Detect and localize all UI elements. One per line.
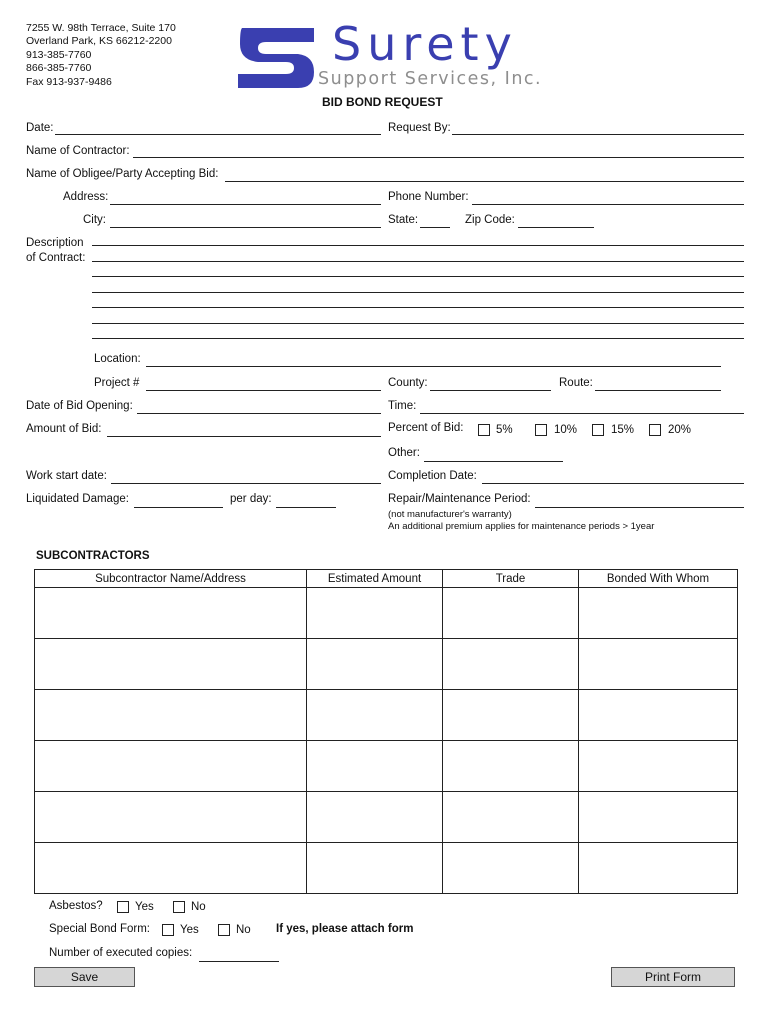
phone-label: Phone Number:: [388, 191, 469, 203]
table-cell[interactable]: [35, 792, 307, 843]
address-line: 7255 W. 98th Terrace, Suite 170: [26, 22, 176, 34]
percent-15-checkbox[interactable]: [592, 424, 604, 436]
save-button[interactable]: Save: [34, 967, 135, 987]
special-bond-yes-checkbox[interactable]: [162, 924, 174, 936]
state-field[interactable]: [420, 227, 450, 228]
liquidated-label: Liquidated Damage:: [26, 493, 129, 505]
percent-10-label: 10%: [554, 424, 578, 436]
table-cell[interactable]: [307, 843, 443, 894]
completion-label: Completion Date:: [388, 470, 477, 482]
completion-field[interactable]: [482, 483, 744, 484]
table-cell[interactable]: [35, 843, 307, 894]
per-day-label: per day:: [230, 493, 272, 505]
attach-form-note: If yes, please attach form: [276, 923, 414, 935]
address-field[interactable]: [110, 204, 381, 205]
description-line[interactable]: [92, 307, 744, 308]
repair-field[interactable]: [535, 507, 744, 508]
bid-opening-field[interactable]: [137, 413, 381, 414]
percent-20-label: 20%: [668, 424, 692, 436]
description-line[interactable]: [92, 261, 744, 262]
table-cell[interactable]: [307, 639, 443, 690]
percent-5-checkbox[interactable]: [478, 424, 490, 436]
date-field[interactable]: [55, 134, 381, 135]
table-cell[interactable]: [35, 588, 307, 639]
special-bond-no-label: No: [236, 924, 251, 936]
table-cell[interactable]: [307, 741, 443, 792]
special-bond-yes-label: Yes: [180, 924, 199, 936]
city-field[interactable]: [110, 227, 381, 228]
liquidated-field[interactable]: [134, 507, 223, 508]
address-line: Overland Park, KS 66212-2200: [26, 35, 172, 48]
special-bond-no-checkbox[interactable]: [218, 924, 230, 936]
work-start-label: Work start date:: [26, 470, 107, 482]
table-cell[interactable]: [307, 792, 443, 843]
table-cell[interactable]: [443, 639, 579, 690]
special-bond-label: Special Bond Form:: [49, 923, 150, 935]
warranty-note: (not manufacturer's warranty): [388, 509, 512, 520]
per-day-field[interactable]: [276, 507, 336, 508]
request-by-field[interactable]: [452, 134, 744, 135]
request-by-label: Request By:: [388, 122, 451, 134]
date-label: Date:: [26, 122, 54, 134]
phone-field[interactable]: [472, 204, 744, 205]
of-contract-label: of Contract:: [26, 252, 86, 264]
description-line[interactable]: [92, 245, 744, 246]
table-cell[interactable]: [579, 588, 738, 639]
table-cell[interactable]: [443, 843, 579, 894]
percent-10-checkbox[interactable]: [535, 424, 547, 436]
percent-20-checkbox[interactable]: [649, 424, 661, 436]
logo-main-text: Surety: [332, 17, 518, 71]
table-cell[interactable]: [579, 741, 738, 792]
table-header-row: [35, 570, 738, 588]
percent-15-label: 15%: [611, 424, 635, 436]
table-row: [35, 690, 738, 741]
column-header: Trade: [443, 570, 579, 588]
logo-sub-text: Support Services, Inc.: [318, 69, 543, 89]
time-field[interactable]: [420, 413, 744, 414]
obligee-label: Name of Obligee/Party Accepting Bid:: [26, 168, 219, 180]
state-label: State:: [388, 214, 419, 226]
other-label: Other:: [388, 447, 420, 459]
table-row: [35, 792, 738, 843]
location-label: Location:: [94, 353, 141, 365]
description-line[interactable]: [92, 292, 744, 293]
contractor-label: Name of Contractor:: [26, 145, 130, 157]
amount-bid-field[interactable]: [107, 436, 381, 437]
table-row: [35, 843, 738, 894]
project-label: Project #: [94, 377, 140, 389]
city-label: City:: [83, 214, 106, 226]
address-line: 913-385-7760: [26, 48, 92, 61]
table-cell[interactable]: [35, 690, 307, 741]
description-line[interactable]: [92, 338, 744, 339]
table-cell[interactable]: [35, 741, 307, 792]
route-field[interactable]: [595, 390, 721, 391]
subcontractors-heading: SUBCONTRACTORS: [36, 550, 150, 562]
description-line[interactable]: [92, 323, 744, 324]
table-cell[interactable]: [443, 741, 579, 792]
copies-field[interactable]: [199, 961, 279, 962]
asbestos-yes-checkbox[interactable]: [117, 901, 129, 913]
location-field[interactable]: [146, 366, 721, 367]
table-cell[interactable]: [579, 792, 738, 843]
description-line[interactable]: [92, 276, 744, 277]
project-field[interactable]: [146, 390, 381, 391]
column-header: Bonded With Whom: [579, 570, 738, 588]
amount-bid-label: Amount of Bid:: [26, 423, 102, 435]
address-label: Address:: [63, 191, 109, 203]
table-cell[interactable]: [579, 690, 738, 741]
obligee-field[interactable]: [225, 181, 744, 182]
print-form-button[interactable]: Print Form: [611, 967, 735, 987]
asbestos-no-checkbox[interactable]: [173, 901, 185, 913]
company-address: [26, 22, 176, 89]
premium-note: An additional premium applies for maintenance periods > 1year: [388, 521, 655, 532]
percent-5-label: 5%: [496, 424, 513, 436]
work-start-field[interactable]: [111, 483, 381, 484]
surety-s-logo-mark: [236, 24, 316, 92]
asbestos-no-label: No: [191, 901, 206, 913]
form-title: BID BOND REQUEST: [322, 95, 443, 109]
table-row: [35, 741, 738, 792]
county-field[interactable]: [430, 390, 551, 391]
asbestos-label: Asbestos?: [49, 900, 103, 912]
zip-field[interactable]: [518, 227, 594, 228]
table-row: [35, 588, 738, 639]
repair-label: Repair/Maintenance Period:: [388, 493, 531, 505]
table-cell[interactable]: [443, 588, 579, 639]
table-cell[interactable]: [307, 588, 443, 639]
percent-bid-label: Percent of Bid:: [388, 422, 464, 434]
table-cell[interactable]: [443, 792, 579, 843]
table-row: [35, 639, 738, 690]
subcontractors-table: [34, 569, 738, 894]
copies-label: Number of executed copies:: [49, 947, 193, 959]
table-cell[interactable]: [579, 843, 738, 894]
asbestos-yes-label: Yes: [135, 901, 154, 913]
table-cell[interactable]: [307, 690, 443, 741]
bid-opening-label: Date of Bid Opening:: [26, 400, 133, 412]
table-cell[interactable]: [443, 690, 579, 741]
column-header: Estimated Amount: [307, 570, 443, 588]
address-line: Fax 913-937-9486: [26, 75, 112, 88]
company-logo: [236, 17, 556, 94]
other-field[interactable]: [424, 461, 563, 462]
column-header: Subcontractor Name/Address: [35, 570, 307, 588]
contractor-field[interactable]: [133, 157, 744, 158]
address-line: 866-385-7760: [26, 62, 92, 75]
county-label: County:: [388, 377, 428, 389]
route-label: Route:: [559, 377, 593, 389]
description-label: Description: [26, 237, 84, 249]
table-cell[interactable]: [579, 639, 738, 690]
time-label: Time:: [388, 400, 417, 412]
zip-label: Zip Code:: [465, 214, 515, 226]
table-cell[interactable]: [35, 639, 307, 690]
